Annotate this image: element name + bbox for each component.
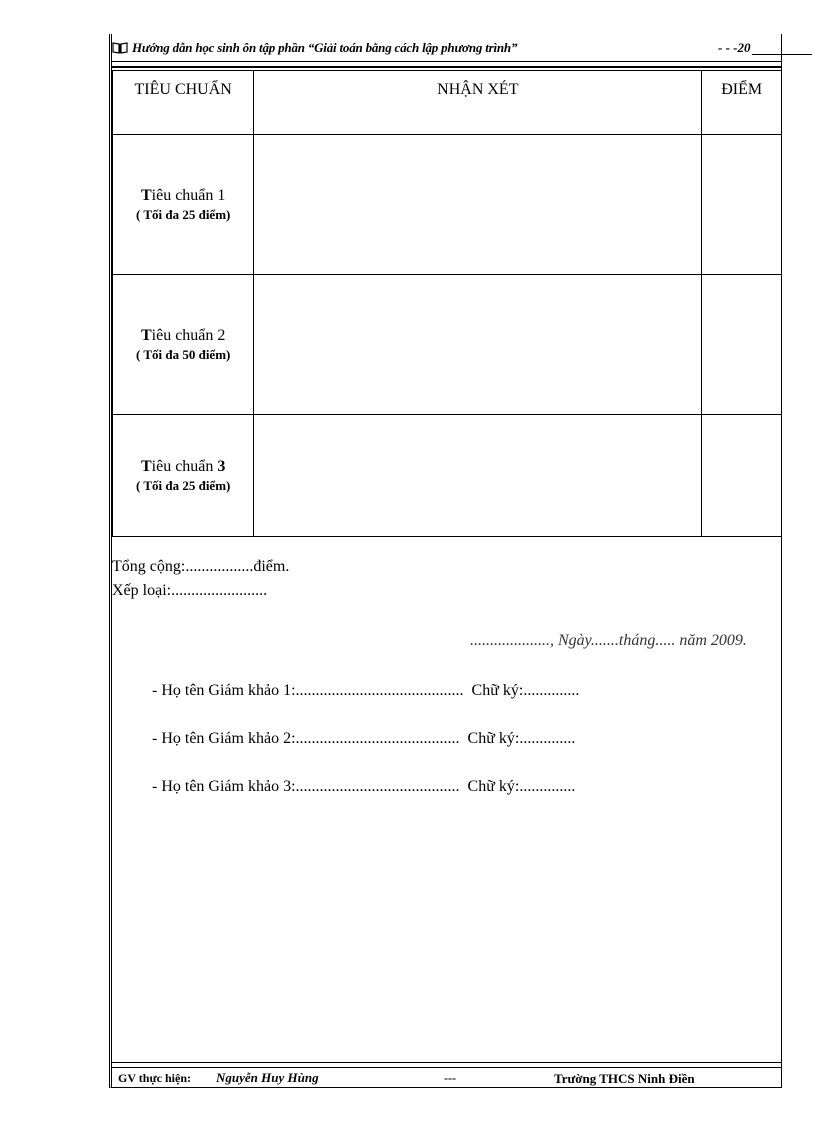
criteria-max: ( Tối đa 25 điểm): [135, 477, 231, 493]
judge-name: - Họ tên Giám khảo 1:..........................................: [152, 682, 464, 699]
header-underline: [752, 54, 812, 55]
header-title: Hướng dẫn học sinh ôn tập phần “Giải toán bằng cách lập phương trình”: [132, 40, 518, 55]
comment-cell-3[interactable]: [254, 415, 702, 537]
header-criteria: TIÊU CHUẨN: [113, 71, 254, 135]
judge-name: - Họ tên Giám khảo 3:.........................................: [152, 778, 460, 795]
criteria-cell-2: [113, 275, 254, 415]
score-cell-2[interactable]: [702, 275, 782, 415]
footer-rule: [112, 1062, 782, 1068]
header-page-marker: - - -20: [718, 40, 751, 55]
judge-signature: Chữ ký:..............: [471, 682, 580, 699]
criteria-name: Tiêu chuẩn 3: [140, 457, 226, 475]
footer-teacher-name: Nguyễn Huy Hùng: [216, 1070, 319, 1085]
table-row: [113, 415, 782, 537]
criteria-max: ( Tối đa 50 điểm): [135, 346, 231, 362]
table-row: [113, 135, 782, 275]
judge-name: - Họ tên Giám khảo 2:.........................................: [152, 730, 460, 747]
score-cell-1[interactable]: [702, 135, 782, 275]
total-score-line: Tổng cộng:.................điểm.: [112, 558, 290, 575]
header-rule: [112, 61, 782, 68]
grading-table: [112, 70, 782, 537]
judge-signature: Chữ ký:..............: [467, 778, 576, 795]
criteria-cell-1: [113, 135, 254, 275]
date-line: ...................., Ngày.......tháng..... năm 2009.: [470, 632, 747, 649]
criteria-cell-3: [113, 415, 254, 537]
criteria-name: Tiêu chuẩn 1: [140, 186, 226, 204]
comment-cell-2[interactable]: [254, 275, 702, 415]
header-score: ĐIỂM: [702, 71, 782, 135]
criteria-name: Tiêu chuẩn 2: [140, 326, 226, 344]
footer-school: Trường THCS Ninh Điền: [554, 1071, 695, 1086]
footer-separator: ---: [444, 1071, 456, 1085]
criteria-max: ( Tối đa 25 điểm): [135, 206, 231, 222]
page-header: [112, 38, 812, 62]
book-icon: [112, 42, 128, 54]
comment-cell-1[interactable]: [254, 135, 702, 275]
score-cell-3[interactable]: [702, 415, 782, 537]
table-row: [113, 275, 782, 415]
judge-line-1: [152, 682, 579, 700]
header-comments: NHẬN XÉT: [254, 71, 702, 135]
judge-line-2: [152, 730, 575, 748]
table-header-row: [113, 71, 782, 135]
rank-line: Xếp loại:........................: [112, 582, 268, 599]
page-footer: [118, 1070, 778, 1088]
judge-line-3: [152, 778, 575, 796]
judge-signature: Chữ ký:..............: [467, 730, 576, 747]
footer-teacher-label: GV thực hiện:: [118, 1071, 191, 1085]
